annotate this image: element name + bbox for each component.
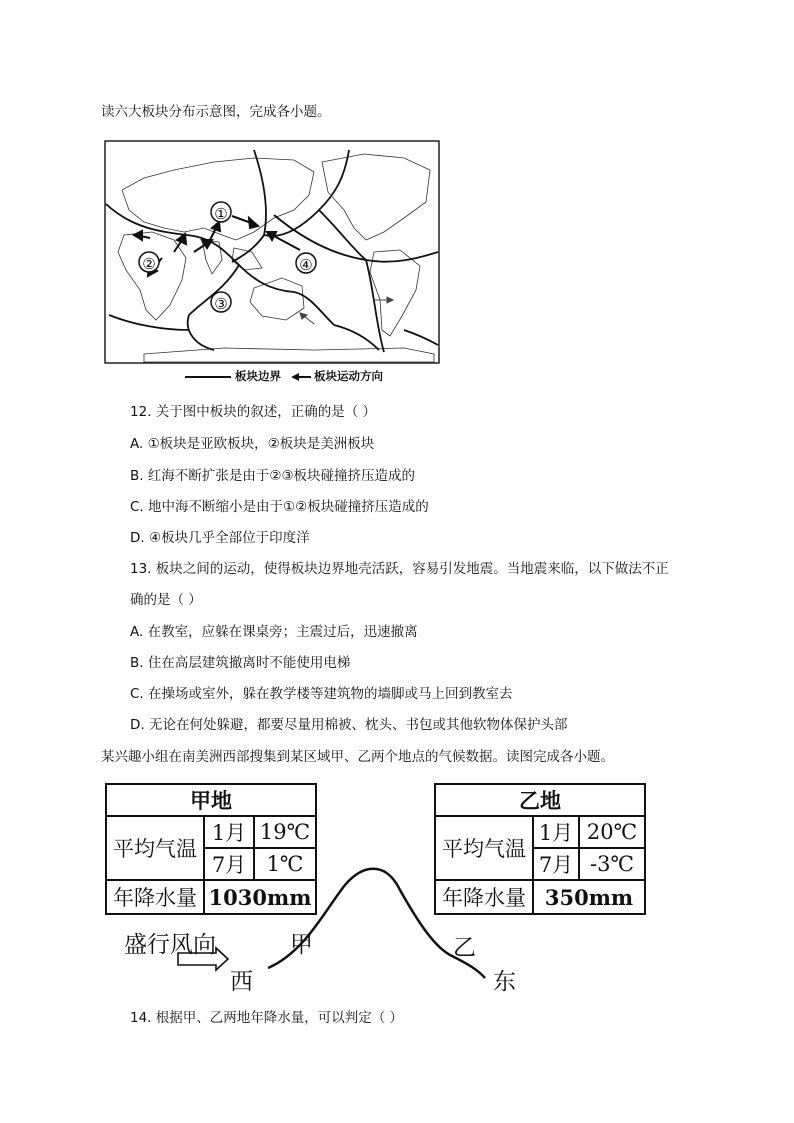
yi-jul-label: 7月 bbox=[533, 848, 579, 880]
intro-text-climate: 某兴趣小组在南美洲西部搜集到某区域甲、乙两个地点的气候数据。读图完成各小题。 bbox=[101, 749, 614, 765]
jia-title: 甲地 bbox=[106, 784, 316, 816]
west-label: 西 bbox=[230, 969, 253, 995]
q13-option-a: A. 在教室，应躲在课桌旁；主震过后，迅速撤离 bbox=[130, 624, 418, 640]
jia-location-label: 甲 bbox=[290, 932, 313, 958]
legend-boundary: 板块边界 bbox=[235, 369, 281, 383]
boundary-line-symbol bbox=[185, 376, 231, 378]
legend-direction: 板块运动方向 bbox=[314, 369, 383, 383]
plate-map bbox=[104, 140, 440, 364]
q12-option-d: D. ④板块几乎全部位于印度洋 bbox=[130, 530, 310, 546]
jia-jul-temp: 1℃ bbox=[254, 848, 316, 880]
yi-location-label: 乙 bbox=[453, 935, 476, 961]
q13-stem-line2: 确的是（ ） bbox=[130, 592, 202, 608]
yi-title: 乙地 bbox=[435, 784, 645, 816]
yi-jan-label: 1月 bbox=[533, 816, 579, 848]
yi-avg-temp-label: 平均气温 bbox=[435, 816, 533, 880]
jia-precip-label: 年降水量 bbox=[106, 880, 204, 914]
plate-label-1-text: ① bbox=[214, 205, 228, 223]
q13-option-c: C. 在操场或室外，躲在教学楼等建筑物的墙脚或马上回到教室去 bbox=[130, 686, 513, 702]
q13-option-d: D. 无论在何处躲避，都要尽量用棉被、枕头、书包或其他软物体保护头部 bbox=[130, 717, 568, 733]
jia-jan-temp: 19℃ bbox=[254, 816, 316, 848]
yi-jan-temp: 20℃ bbox=[579, 816, 645, 848]
plate-label-3-text: ③ bbox=[214, 295, 228, 313]
q12-option-c: C. 地中海不断缩小是由于①②板块碰撞挤压造成的 bbox=[130, 499, 429, 515]
yi-precip: 350mm bbox=[533, 880, 645, 914]
q12-stem: 12. 关于图中板块的叙述，正确的是（ ） bbox=[130, 404, 377, 420]
q13-option-b: B. 住在高层建筑撤离时不能使用电梯 bbox=[130, 655, 351, 671]
jia-jul-label: 7月 bbox=[204, 848, 254, 880]
q12-option-a: A. ①板块是亚欧板块，②板块是美洲板块 bbox=[130, 436, 375, 452]
jia-precip: 1030mm bbox=[204, 880, 316, 914]
east-label: 东 bbox=[493, 969, 516, 995]
map-legend bbox=[185, 368, 383, 384]
arrow-left-icon bbox=[291, 372, 311, 382]
q12-option-b: B. 红海不断扩张是由于②③板块碰撞挤压造成的 bbox=[130, 468, 416, 484]
q14-stem: 14. 根据甲、乙两地年降水量，可以判定（ ） bbox=[130, 1010, 404, 1026]
intro-text-plates: 读六大板块分布示意图，完成各小题。 bbox=[101, 104, 331, 120]
plate-label-2-text: ② bbox=[142, 255, 156, 273]
yi-precip-label: 年降水量 bbox=[435, 880, 533, 914]
yi-jul-temp: -3℃ bbox=[579, 848, 645, 880]
mountain-profile bbox=[100, 860, 500, 990]
jia-jan-label: 1月 bbox=[204, 816, 254, 848]
plate-label-4-text: ④ bbox=[299, 256, 313, 274]
q13-stem-line1: 13. 板块之间的运动，使得板块边界地壳活跃，容易引发地震。当地震来临，以下做法不正 bbox=[130, 561, 669, 577]
jia-avg-temp-label: 平均气温 bbox=[106, 816, 204, 880]
wind-direction-label: 盛行风向 bbox=[124, 932, 216, 958]
